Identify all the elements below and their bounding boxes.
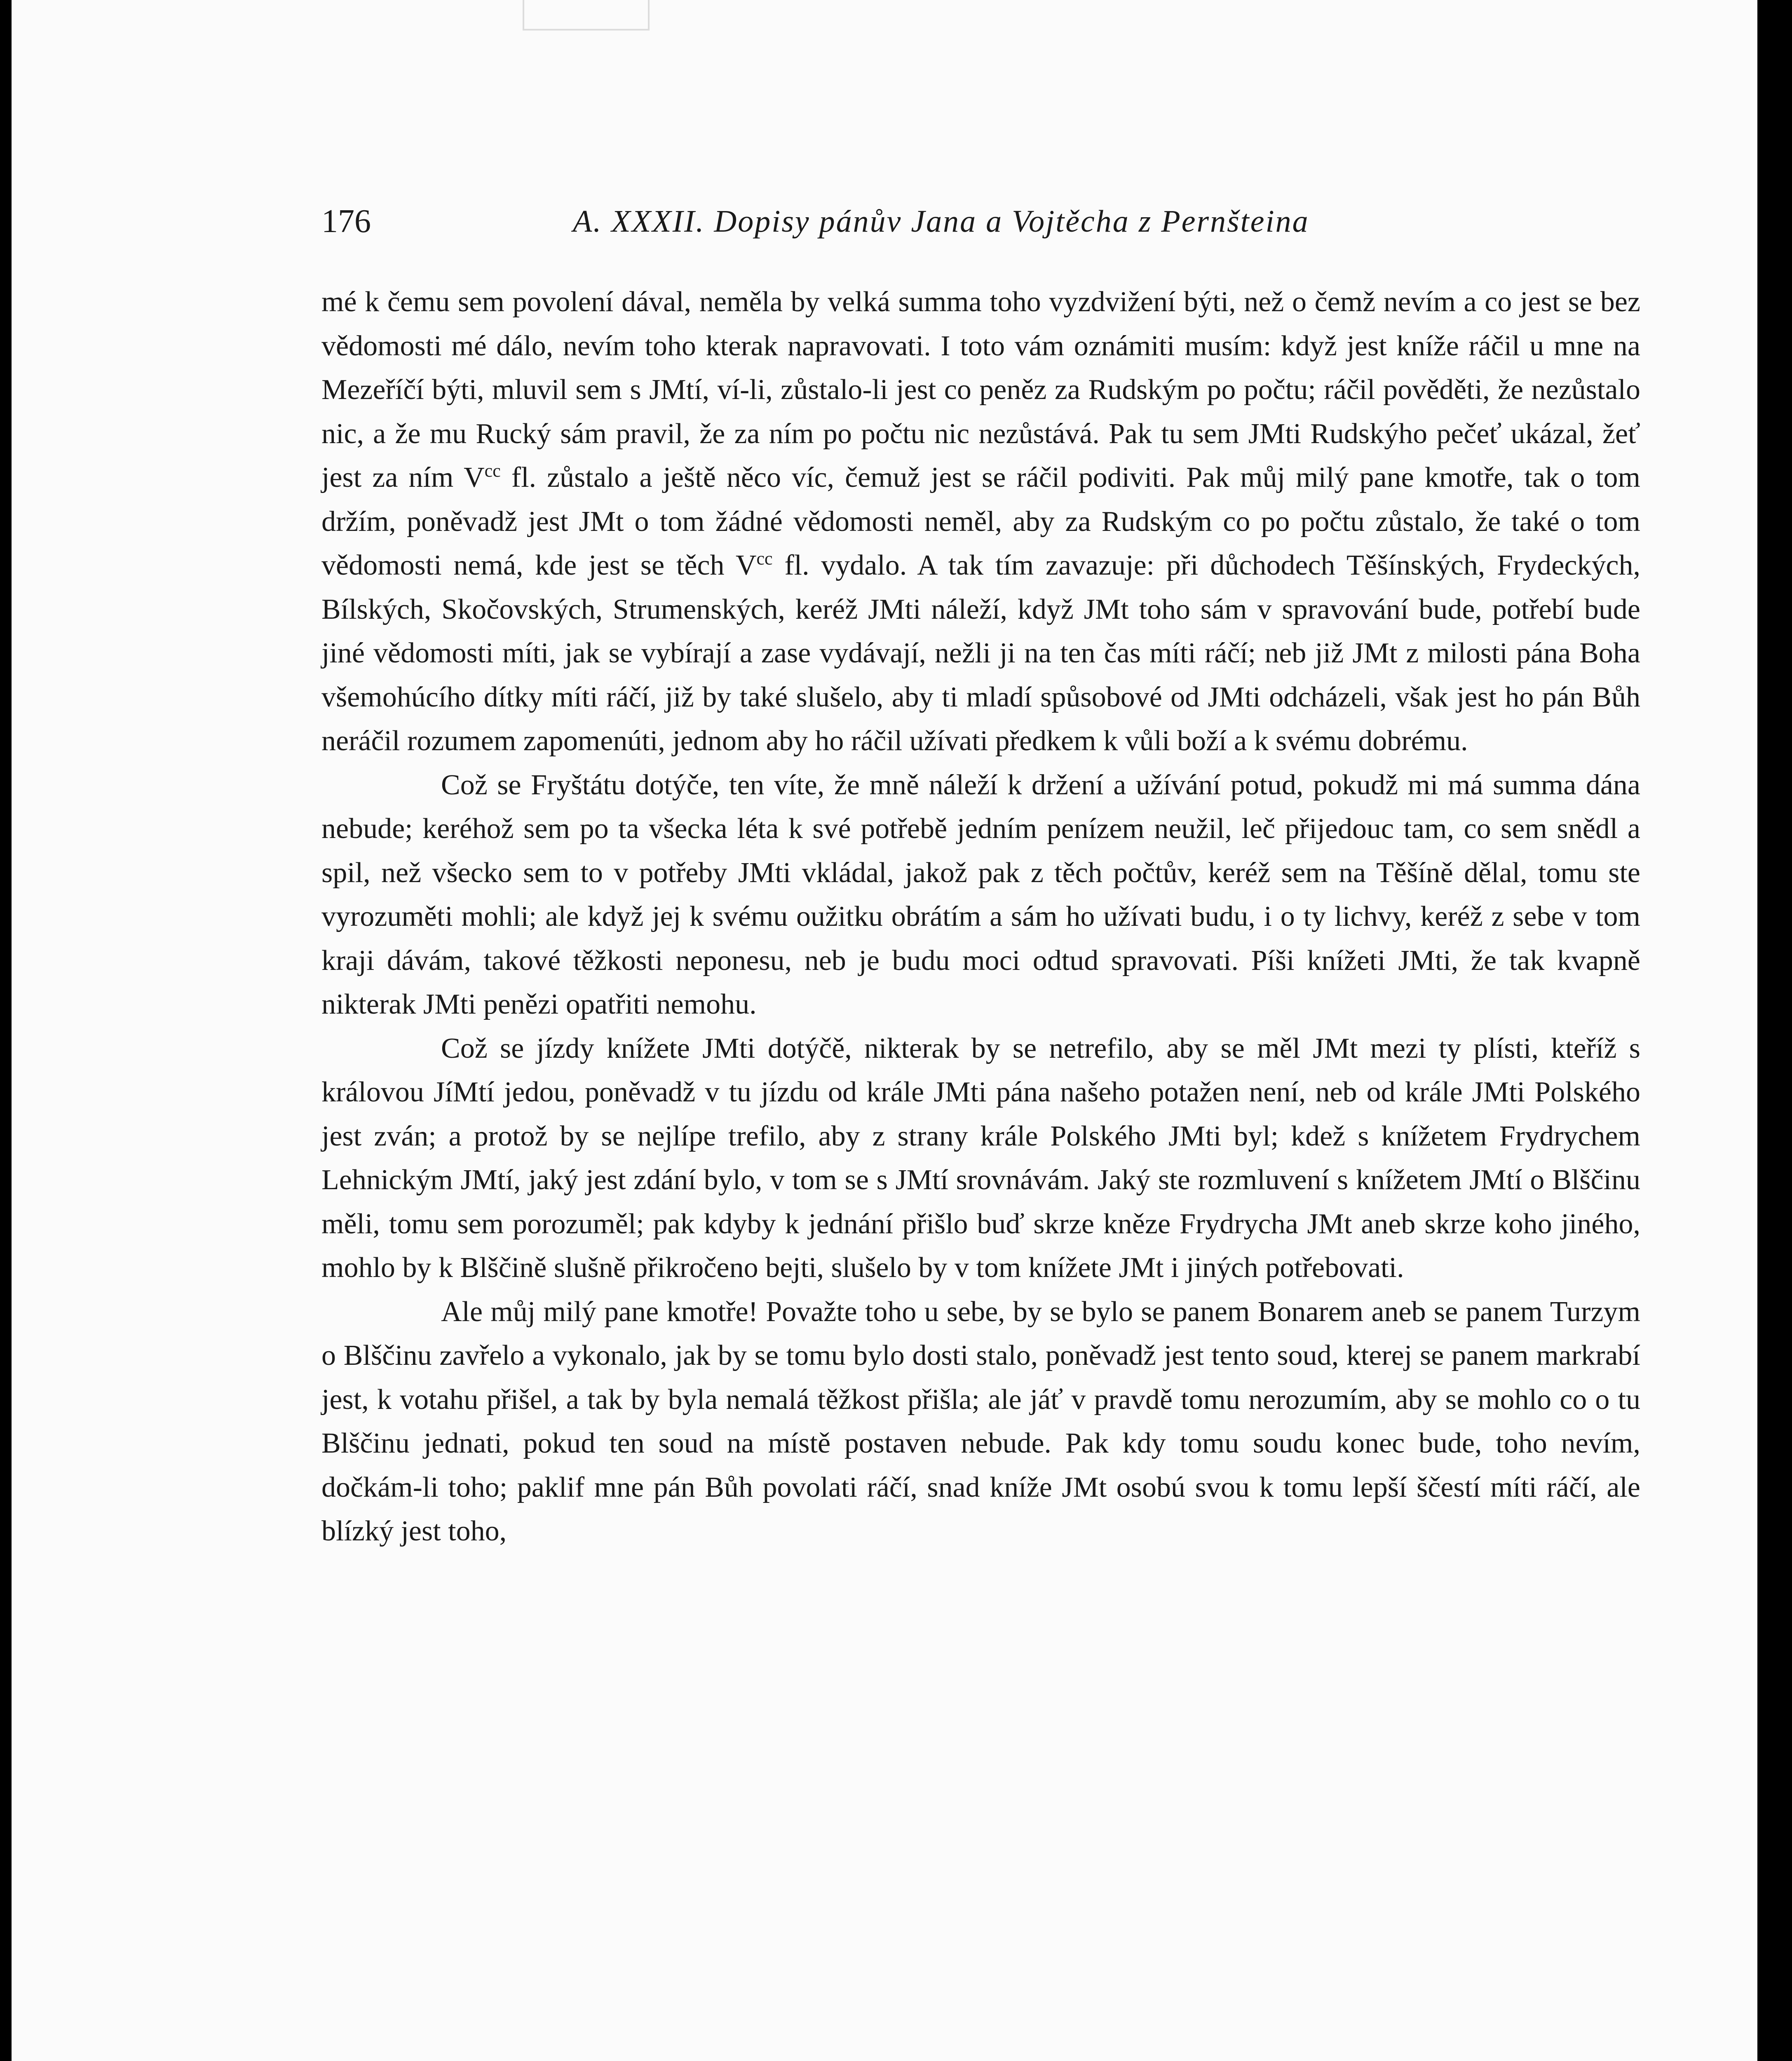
document-page [12,0,1757,2061]
paragraph-2: Což se Fryštátu dotýče, ten víte, že mně náleží k držení a užívání potud, pokudž mi má summa dána nebude; keréhož sem po ta všecka léta k své potřebě jedním penízem neužil, leč přijedouc tam, co sem snědl a spil, než všecko sem to v potřeby JMti vkládal, jakož pak z těch počtův, keréž sem na Těšíně dělal, tomu ste vyrozuměti mohli; ale když jej k svému oužitku obrátím a sám ho užívati budu, i o ty lichvy, keréž z sebe v tom kraji dávám, takové těžkosti neponesu, neb je budu moci odtud spravovati. Píši knížeti JMti, že tak kvapně nikterak JMti penězi opatřiti nemohu. [321,769,1640,1020]
page-number: 176 [321,203,371,239]
paragraph-1-part-1: mé k čemu sem povolení dával, neměla by velká summa toho vyzdvižení býti, než o čemž nevím a co jest se bez vědomosti mé dálo, nevím toho kterak napravovati. I toto vám oznámiti musím: když jest kníže ráčil u mne na Mezeříčí býti, mluvil sem s JMtí, ví-li, zůstalo-li jest co peněz za Rudským po počtu; ráčil pověděti, že nezůstalo nic, a že mu Rucký sám pravil, že za ním po počtu nic nezůstává. Pak tu sem JMti Rudskýho pečeť ukázal, žeť jest za ním V [321,286,1640,493]
paragraph-4: Ale můj milý pane kmotře! Považte toho u sebe, by se bylo se panem Bonarem aneb se panem Turzym o Blščinu zavřelo a vykonalo, jak by se tomu bylo dosti stalo, poněvadž jest tento soud, kterej se panem markrabí jest, k votahu přišel, a tak by byla nemalá těžkost přišla; ale jáť v pravdě tomu nerozumím, aby se mohlo co o tu Blščinu jednati, pokud ten soud na místě postaven nebude. Pak kdy tomu soudu konec bude, toho nevím, dočkám-li toho; paklif mne pán Bůh povolati ráčí, snad kníže JMt osobú svou k tomu lepší ščestí míti ráčí, ale blízký jest toho, [321,1296,1640,1547]
body-text [321,280,1640,1554]
superscript-cc-2: cc [756,548,773,569]
scan-artifact [523,0,650,31]
paragraph-1 [321,280,1640,763]
paragraph-1-part-2: fl. zůstalo a ještě něco víc, čemuž jest se ráčil podiviti. Pak můj milý pane kmotře, tak o tom držím, poněvadž jest JMt o tom žádné vědomosti neměl, aby za Rudským co po počtu zůstalo, že také o tom vědomosti nemá, kde jest se těch V [321,462,1641,581]
paragraph-1-part-3: fl. vydalo. A tak tím zavazuje: při důchodech Těšínských, Frydeckých, Bílských, Skočovských, Strumenských, keréž JMti náleží, když JMt toho sám v spravování bude, potřebí bude jiné vědomosti míti, jak se vybírají a zase vydávají, nežli ji na ten čas míti ráčí; neb již JMt z milosti pána Boha všemohúcího dítky míti ráčí, již by také slušelo, aby ti mladí spůsobové od JMti odcházeli, však jest ho pán Bůh neráčil rozumem zapomenúti, jednom aby ho ráčil užívati předkem k vůli boží a k svému dobrému. [321,549,1640,757]
page-header [321,199,1640,244]
running-title: A. XXXII. Dopisy pánův Jana a Vojtěcha z Pernšteina [573,204,1309,239]
paragraph-3: Což se jízdy knížete JMti dotýčě, nikterak by se netrefilo, aby se měl JMt mezi ty plísti, kteříž s královou JíMtí jedou, poněvadž v tu jízdu od krále JMti pána našeho potažen není, neb od krále JMti Polského jest zván; a protož by se nejlípe trefilo, aby z strany krále Polského JMti byl; kdež s knížetem Frydrychem Lehnickým JMtí, jaký jest zdání bylo, v tom se s JMtí srovnávám. Jaký ste rozmluvení s knížetem JMtí o Blščinu měli, tomu sem porozuměl; pak kdyby k jednání přišlo buď skrze kněze Frydrycha JMt aneb skrze koho jiného, mohlo by k Blščině slušně přikročeno bejti, slušelo by v tom knížete JMt i jiných potřebovati. [321,1032,1640,1284]
superscript-cc-1: cc [484,460,501,481]
